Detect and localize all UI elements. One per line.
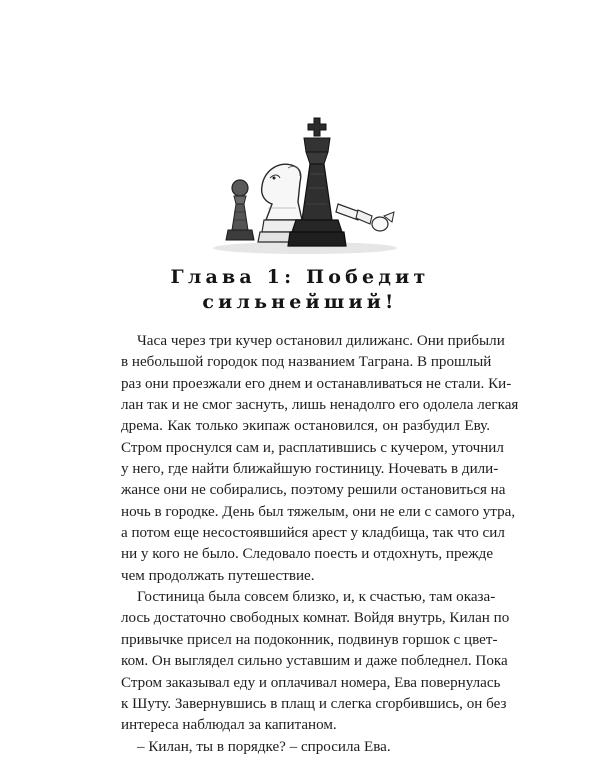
text-line: чем продолжать путешествие. [121, 567, 315, 584]
text-line: ни у кого не было. Следовало поесть и отдохнуть, прежде [121, 546, 494, 563]
chess-pieces-icon [210, 108, 400, 258]
text-line: ночь в городке. День был тяжелым, они не ели с самого утра, [121, 503, 516, 520]
pawn-icon [226, 180, 254, 240]
chapter-body [121, 331, 519, 758]
text-line: у него, где найти ближайшую гостиницу. Ночевать в дили- [121, 461, 499, 478]
text-line: Часа через три кучер остановил дилижанс. Они прибыли [137, 333, 505, 349]
text-line: а потом еще несостоявшийся арест у кладбища, так что сил [121, 525, 505, 542]
text-line: лан так и не смог заснуть, лишь ненадолго его одолела легкая [121, 397, 519, 414]
fallen-piece-icon [336, 204, 394, 231]
text-line: Гостиница была совсем близко, и, к счастью, там оказа- [137, 589, 496, 606]
text-line: интереса наблюдал за капитаном. [121, 717, 337, 734]
text-line: Стром проснулся сам и, расплатившись с кучером, уточнил [121, 439, 504, 456]
dialogue-line: – Килан, ты в порядке? – спросила Ева. [137, 738, 391, 755]
text-line: Стром заказывал еду и оплачивал номера, Ева повернулась [121, 674, 501, 691]
text-line: в небольшой городок под названием Тагрaна. В прошлый [121, 354, 492, 371]
text-line: жансе они не собирались, поэтому решили остановиться на [121, 482, 506, 499]
text-line: раз они проезжали его днем и останавливаться не стали. Ки- [121, 375, 512, 392]
chapter-title-line-2: сильнейший! [202, 291, 398, 313]
chapter-title-line-1: Глава 1: Победит [170, 266, 430, 288]
text-line: к Шуту. Завернувшись в плащ и слегка сгорбившись, он без [121, 695, 507, 712]
text-line: лось достаточно свободных комнат. Войдя внутрь, Килан по [121, 610, 510, 627]
text-line: ком. Он выглядел сильно уставшим и даже побледнел. Пока [121, 653, 508, 670]
text-line: привычке присел на подоконник, подвинув горшок с цвет- [121, 631, 498, 648]
text-line: дрема. Как только экипаж остановился, он разбудил Еву. [121, 418, 490, 435]
